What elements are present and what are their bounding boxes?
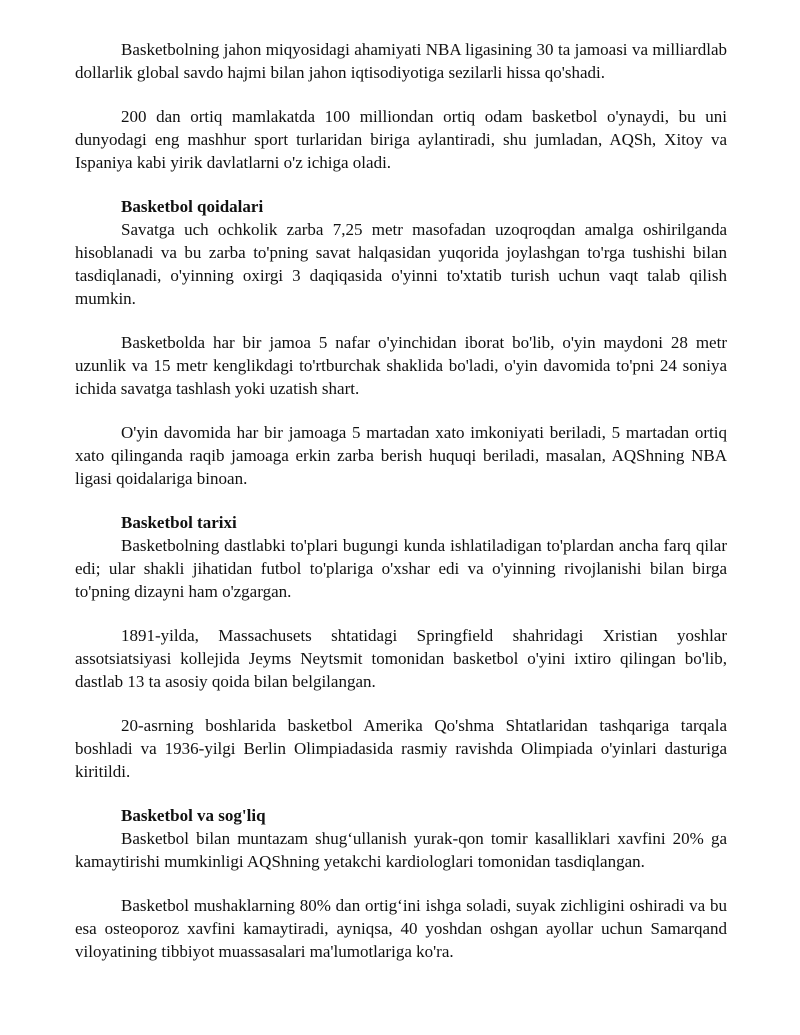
paragraph-three-point: Savatga uch ochkolik zarba 7,25 metr masofadan uzoqroqdan amalga oshirilganda hisoblanadi va bu zarba to'pning savat halqasidan yuqorida joylashgan to'rga tushishi bilan tasdiqlanadi, o'yinning oxirgi 3 daqiqasida o'yinni to'xtatib turish uchun vaqt talab qilish mumkin. bbox=[75, 220, 727, 308]
paragraph-popularity: 200 dan ortiq mamlakatda 100 milliondan ortiq odam basketbol o'ynaydi, bu uni dunyodagi eng mashhur sport turlaridan biriga aylantiradi, shu jumladan, AQSh, Xitoy va Ispaniya kabi yirik davlatlarni o'z ichiga oladi. bbox=[75, 107, 727, 172]
paragraph-cardio: Basketbol bilan muntazam shug‘ullanish yurak-qon tomir kasalliklari xavfini 20% ga kamaytirishi mumkinligi AQShning yetakchi kardiologlari tomonidan tasdiqlangan. bbox=[75, 829, 727, 871]
paragraph-fouls: O'yin davomida har bir jamoaga 5 martadan xato imkoniyati beriladi, 5 martadan ortiq xato qilinganda raqib jamoaga erkin zarba berish huquqi beriladi, masalan, AQShning NBA ligasi qoidalariga binoan. bbox=[75, 423, 727, 488]
heading-history: Basketbol tarixi bbox=[121, 513, 237, 532]
paragraph-olympics: 20-asrning boshlarida basketbol Amerika Qo'shma Shtatlaridan tashqariga tarqala boshladi va 1936-yilgi Berlin Olimpiadasida rasmiy ravishda Olimpiada o'yinlari dasturiga kiritildi. bbox=[75, 716, 727, 781]
heading-health: Basketbol va sog'liq bbox=[121, 806, 266, 825]
paragraph-early-balls: Basketbolning dastlabki to'plari bugungi kunda ishlatiladigan to'plardan ancha farq qilar edi; ular shakli jihatidan futbol to'plariga o'xshar edi va o'yinning rivojlanishi bilan birga to'pning dizayni ham o'zgargan. bbox=[75, 536, 727, 601]
paragraph-muscles: Basketbol mushaklarning 80% dan ortig‘ini ishga soladi, suyak zichligini oshiradi va bu esa osteoporoz xavfini kamaytiradi, ayniqsa, 40 yoshdan oshgan ayollar uchun Samarqand viloyatining tibbiyot muassasalari ma'lumotlariga ko'ra. bbox=[75, 896, 727, 961]
paragraph-nba-economy: Basketbolning jahon miqyosidagi ahamiyati NBA ligasining 30 ta jamoasi va milliardlab dollarlik global savdo hajmi bilan jahon iqtisodiyotiga sezilarli hissa qo'shadi. bbox=[75, 40, 727, 82]
document-page bbox=[75, 38, 727, 963]
paragraph-team-court: Basketbolda har bir jamoa 5 nafar o'yinchidan iborat bo'lib, o'yin maydoni 28 metr uzunlik va 15 metr kenglikdagi to'rtburchak shaklida bo'ladi, o'yin davomida to'pni 24 soniya ichida savatga tashlash yoki uzatish shart. bbox=[75, 333, 727, 398]
paragraph-invention: 1891-yilda, Massachusets shtatidagi Springfield shahridagi Xristian yoshlar assotsiatsiyasi kollejida Jeyms Neytsmit tomonidan basketbol o'yini ixtiro qilingan bo'lib, dastlab 13 ta asosiy qoida bilan belgilangan. bbox=[75, 626, 727, 691]
heading-rules: Basketbol qoidalari bbox=[121, 197, 264, 216]
